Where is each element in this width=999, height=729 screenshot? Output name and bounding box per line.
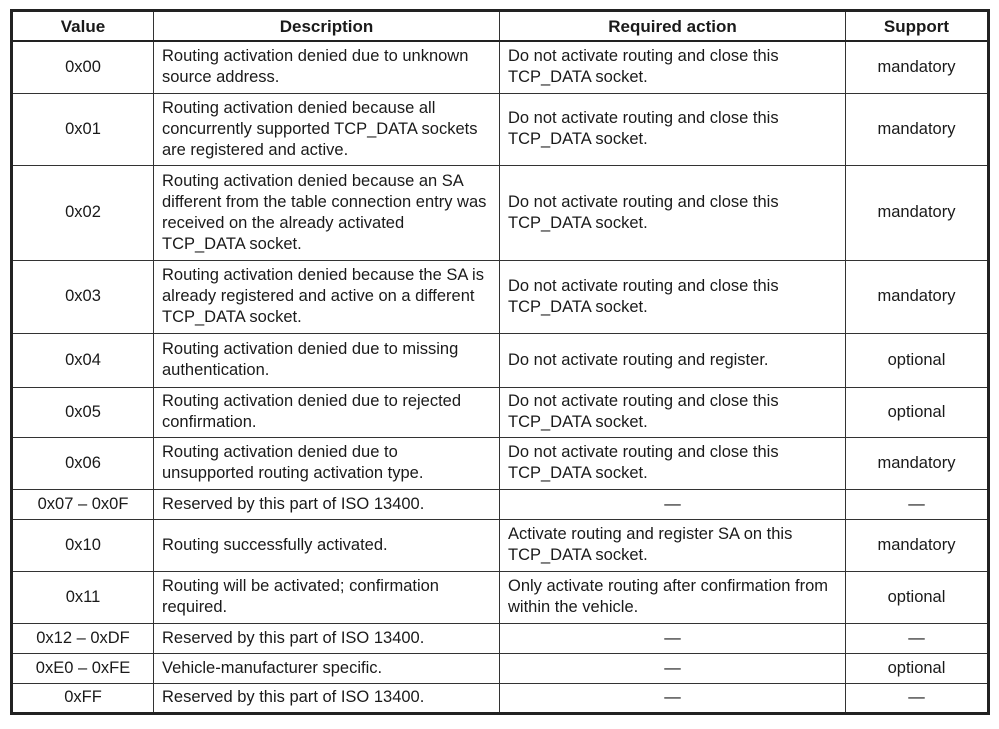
cell-action: —	[500, 683, 846, 713]
cell-support: mandatory	[846, 41, 989, 93]
table-row	[12, 41, 989, 93]
table-row	[12, 93, 989, 165]
header-value: Value	[12, 11, 154, 42]
cell-description: Reserved by this part of ISO 13400.	[154, 623, 500, 653]
cell-action: Do not activate routing and close this TCP_DATA socket.	[500, 93, 846, 165]
cell-value: 0x10	[12, 519, 154, 571]
cell-action: Do not activate routing and close this TCP_DATA socket.	[500, 165, 846, 260]
cell-value: 0x04	[12, 333, 154, 387]
table-row	[12, 437, 989, 489]
cell-value: 0x02	[12, 165, 154, 260]
cell-value: 0x12 – 0xDF	[12, 623, 154, 653]
cell-action: Only activate routing after confirmation from within the vehicle.	[500, 571, 846, 623]
cell-description: Routing activation denied due to missing authentication.	[154, 333, 500, 387]
cell-value: 0x01	[12, 93, 154, 165]
header-description: Description	[154, 11, 500, 42]
table-row	[12, 333, 989, 387]
cell-value: 0xFF	[12, 683, 154, 713]
cell-support: mandatory	[846, 437, 989, 489]
table-row	[12, 489, 989, 519]
cell-support: optional	[846, 653, 989, 683]
header-required-action: Required action	[500, 11, 846, 42]
cell-description: Routing activation denied due to rejected confirmation.	[154, 387, 500, 437]
cell-value: 0x05	[12, 387, 154, 437]
cell-value: 0x11	[12, 571, 154, 623]
cell-description: Routing activation denied because all concurrently supported TCP_DATA sockets are registered and active.	[154, 93, 500, 165]
routing-activation-response-table	[10, 9, 990, 715]
cell-action: Do not activate routing and close this TCP_DATA socket.	[500, 260, 846, 333]
table-row	[12, 683, 989, 713]
cell-value: 0x06	[12, 437, 154, 489]
cell-value: 0x00	[12, 41, 154, 93]
table-row	[12, 519, 989, 571]
cell-action: —	[500, 623, 846, 653]
cell-action: —	[500, 653, 846, 683]
cell-action: Activate routing and register SA on this TCP_DATA socket.	[500, 519, 846, 571]
header-support: Support	[846, 11, 989, 42]
cell-support: mandatory	[846, 93, 989, 165]
cell-value: 0x03	[12, 260, 154, 333]
cell-action: Do not activate routing and close this TCP_DATA socket.	[500, 437, 846, 489]
cell-support: —	[846, 623, 989, 653]
cell-support: mandatory	[846, 519, 989, 571]
cell-description: Routing activation denied because the SA is already registered and active on a different TCP_DATA socket.	[154, 260, 500, 333]
cell-description: Routing activation denied because an SA different from the table connection entry was received on the already activated TCP_DATA socket.	[154, 165, 500, 260]
table-row	[12, 260, 989, 333]
cell-action: Do not activate routing and register.	[500, 333, 846, 387]
table-row	[12, 387, 989, 437]
cell-description: Routing successfully activated.	[154, 519, 500, 571]
cell-support: optional	[846, 387, 989, 437]
cell-action: Do not activate routing and close this TCP_DATA socket.	[500, 41, 846, 93]
cell-description: Routing activation denied due to unsupported routing activation type.	[154, 437, 500, 489]
cell-description: Reserved by this part of ISO 13400.	[154, 683, 500, 713]
cell-description: Routing will be activated; confirmation required.	[154, 571, 500, 623]
cell-support: mandatory	[846, 260, 989, 333]
table-row	[12, 571, 989, 623]
table-row	[12, 623, 989, 653]
cell-description: Reserved by this part of ISO 13400.	[154, 489, 500, 519]
cell-value: 0x07 – 0x0F	[12, 489, 154, 519]
table-row	[12, 653, 989, 683]
cell-support: —	[846, 683, 989, 713]
table-row	[12, 165, 989, 260]
cell-description: Vehicle-manufacturer specific.	[154, 653, 500, 683]
cell-support: optional	[846, 333, 989, 387]
cell-value: 0xE0 – 0xFE	[12, 653, 154, 683]
cell-support: mandatory	[846, 165, 989, 260]
cell-support: —	[846, 489, 989, 519]
cell-description: Routing activation denied due to unknown source address.	[154, 41, 500, 93]
cell-action: —	[500, 489, 846, 519]
cell-action: Do not activate routing and close this TCP_DATA socket.	[500, 387, 846, 437]
cell-support: optional	[846, 571, 989, 623]
header-row	[12, 11, 989, 42]
